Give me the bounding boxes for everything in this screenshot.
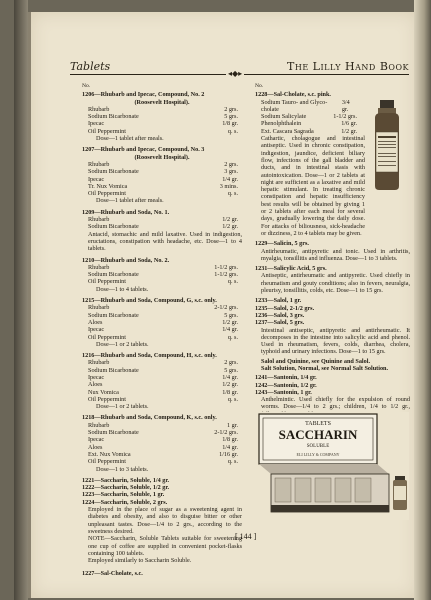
- ingredient-row: [82, 183, 242, 190]
- ingredient-amount: 1/2 gr.: [222, 223, 238, 231]
- ingredient-name: Sodium Bicarbonate: [88, 223, 139, 231]
- header-ornament: ◂◆▸: [228, 69, 243, 78]
- ingredient-name: Nux Vomica: [88, 388, 119, 396]
- ingredient-row: [82, 176, 242, 183]
- formula-dose: Dose—1 to 4 tablets.: [96, 285, 149, 293]
- salol-item: 1235—Salol, 2-1/2 grs.: [255, 304, 315, 312]
- ingredient-amount: 5 grs.: [224, 311, 238, 319]
- formula-entry: [82, 209, 242, 253]
- ingredient-name: Oil Peppermint: [88, 395, 126, 403]
- salol-item: 1233—Salol, 1 gr.: [255, 297, 302, 305]
- saccharin-note: Employed in the place of sugar as a sweetening agent in diabetes and obesity, and also to disguise bitter or other unpleasant tastes. Dose—1/4 to 2 grs., according to the sweetness desired.: [88, 506, 242, 535]
- formula-dose: Dose—1 tablet after meals.: [96, 135, 164, 143]
- box-label-saccharin: SACCHARIN: [278, 427, 358, 442]
- ingredient-amount: 1-1/2 grs.: [333, 113, 357, 121]
- ingredient-row: [82, 216, 242, 223]
- ingredient-row: [82, 367, 242, 374]
- ingredient-amount: 1/8 gr.: [222, 120, 238, 128]
- ingredient-name: Ipecac: [88, 326, 105, 334]
- sal-cholate-ingredients: [255, 99, 361, 135]
- ingredient-row: [255, 99, 361, 114]
- ingredient-name: Rhubarb: [88, 359, 110, 367]
- ingredient-row: [82, 190, 242, 197]
- page-number: [ 144 ]: [235, 532, 257, 541]
- running-header-left: Tablets: [70, 60, 111, 73]
- formula-entry: [82, 257, 242, 293]
- box-label-soluble: SOLUBLE: [306, 444, 330, 449]
- formula-title: 1210—Rhubarb and Soda, No. 2.: [82, 256, 170, 264]
- ingredient-amount: 1 gr.: [227, 421, 238, 429]
- ingredient-name: Sodium Tauro- and Glyco-cholate: [261, 98, 328, 113]
- ingredient-name: Ipecac: [88, 436, 105, 444]
- sal-cholate-note: Cathartic, cholagogue and intestinal antiseptic. Used in chronic constipation, indigestion, jaundice, deficient biliary flow, infections of the gall bladder and ducts, and in intestinal stasis with autointoxication. Dose—1 or 2 tablets at night are sufficient as a laxative and mild hepatic stimulant. In treating chronic constipation and hepatic insufficiency best results will be obtained by giving 1 or 2 tablets after each meal for several days, gradually lowering the daily dose. For attacks of biliousness, sick-headache or dizziness, 2 to 4 tablets may be given.: [261, 135, 365, 237]
- ingredient-row: [82, 113, 242, 120]
- formula-title: 1215—Rhubarb and Soda, Compound, G, s.c. only.: [82, 297, 217, 305]
- ingredient-row: [82, 422, 242, 429]
- ingredient-name: Oil Peppermint: [88, 278, 126, 286]
- ingredient-amount: q. s.: [227, 190, 238, 198]
- formula-title: 1206—Rhubarb and Ipecac, Compound, No. 2: [82, 91, 205, 99]
- ingredient-amount: q. s.: [227, 333, 238, 341]
- salt-solution-ref: Salt Solution, Normal, see Normal Salt Solution.: [261, 364, 389, 372]
- formula-entry: [82, 352, 242, 410]
- ingredient-name: Sodium Bicarbonate: [88, 271, 139, 279]
- formula-subtitle: (Roosevelt Hospital).: [134, 98, 190, 106]
- salicin-note: Antirheumatic, antipyretic and tonic. Used in arthritis, myalgia, tonsillitis and influenza. Dose—1 to 3 tablets.: [261, 247, 410, 262]
- ingredient-name: Sodium Salicylate: [261, 113, 307, 121]
- ingredient-amount: 2 grs.: [224, 359, 238, 367]
- santonin-note: Anthelmintic. Used chiefly for the expulsion of round worms. Dose—1/4 to 2 grs.; children, 1/4 to 1/2 gr.,: [261, 396, 410, 411]
- saccharin-item: 1224—Saccharin, Soluble, 2 grs.: [82, 498, 168, 506]
- salol-item: 1236—Salol, 3 grs.: [255, 311, 305, 319]
- santonin-item: 1243—Santonin, 1 gr.: [255, 388, 312, 396]
- ingredient-row: [82, 396, 242, 403]
- salol-quinine-ref: Salol and Quinine, see Quinine and Salol.: [261, 357, 371, 365]
- salicylic-note: Antiseptic, antirheumatic and antipyretic. Used chiefly in rheumatism and gouty conditions; also in fevers, neuralgia, pleurisy, tonsillitis, colds, etc. Dose—1 to 15 grs.: [261, 272, 410, 295]
- formula-dose: Dose—1 tablet after meals.: [96, 197, 164, 205]
- ingredient-row: [82, 359, 242, 366]
- ingredient-row: [82, 334, 242, 341]
- saccharin-note-2: NOTE—Saccharin, Soluble Tablets suitable for sweetening one cup of coffee are supplied in convenient pocket-flasks containing 100 tablets.: [88, 535, 242, 557]
- ingredient-amount: 2 grs.: [224, 160, 238, 168]
- formula-entry: [82, 297, 242, 348]
- ingredient-amount: 1/4 gr.: [222, 373, 238, 381]
- ingredient-amount: q. s.: [227, 278, 238, 286]
- sal-cholate-title: 1228—Sal-Cholate, s.c. pink.: [255, 91, 331, 99]
- ingredient-name: Ipecac: [88, 373, 105, 381]
- ingredient-name: Aloes: [88, 381, 103, 389]
- salicylic-title: 1231—Salicylic Acid, 5 grs.: [255, 265, 327, 273]
- column-no-label: No.: [82, 83, 91, 89]
- ingredient-row: [255, 128, 361, 135]
- salol-item: 1237—Salol, 5 grs.: [255, 319, 305, 327]
- ingredient-name: Oil Peppermint: [88, 458, 126, 466]
- ingredient-name: Rhubarb: [88, 421, 110, 429]
- ingredient-amount: 3 mins.: [219, 182, 238, 190]
- ingredient-name: Tr. Nux Vomica: [88, 182, 128, 190]
- ingredient-amount: q. s.: [227, 458, 238, 466]
- page-edge: [414, 0, 431, 600]
- ingredient-amount: 5 grs.: [224, 366, 238, 374]
- ingredient-row: [82, 374, 242, 381]
- ingredient-amount: 5 grs.: [224, 113, 238, 121]
- ingredient-amount: 1-1/2 grs.: [214, 263, 238, 271]
- saccharin-item: 1223—Saccharin, Soluble, 1 gr.: [82, 491, 165, 499]
- ingredient-name: Sodium Bicarbonate: [88, 311, 139, 319]
- ingredient-name: Ipecac: [88, 175, 105, 183]
- ingredient-row: [82, 128, 242, 135]
- ingredient-name: Ipecac: [88, 120, 105, 128]
- ingredient-amount: 1/6 gr.: [341, 120, 357, 128]
- ingredient-row: [82, 429, 242, 436]
- ingredient-amount: 2-1/2 grs.: [214, 429, 238, 437]
- ingredient-amount: 2 grs.: [224, 105, 238, 113]
- ingredient-amount: 1/2 gr.: [222, 216, 238, 224]
- book-binding: [14, 0, 28, 600]
- ingredient-name: Oil Peppermint: [88, 190, 126, 198]
- ingredient-name: Sodium Bicarbonate: [88, 113, 139, 121]
- ingredient-name: Sodium Bicarbonate: [88, 429, 139, 437]
- ingredient-row: [82, 271, 242, 278]
- ingredient-row: [82, 451, 242, 458]
- ingredient-amount: 1/8 gr.: [222, 388, 238, 396]
- ingredient-amount: 1/4 gr.: [222, 443, 238, 451]
- formula-title: 1216—Rhubarb and Soda, Compound, H, s.c. only.: [82, 352, 217, 360]
- ingredient-row: [82, 389, 242, 396]
- box-label-tablets: TABLETS: [305, 421, 331, 427]
- ingredient-name: Sodium Bicarbonate: [88, 168, 139, 176]
- ingredient-amount: q. s.: [227, 395, 238, 403]
- ingredient-name: Rhubarb: [88, 216, 110, 224]
- ingredient-row: [255, 113, 361, 120]
- saccharin-item: 1222—Saccharin, Soluble, 1/2 gr.: [82, 484, 170, 492]
- ingredient-name: Ext. Nux Vomica: [88, 450, 131, 458]
- ingredient-name: Rhubarb: [88, 105, 110, 113]
- ingredient-name: Rhubarb: [88, 160, 110, 168]
- formula-note: Antacid, stomachic and mild laxative. Used in indigestion, eructations, constipation with headache, etc. Dose—1 to 4 tablets.: [88, 230, 242, 253]
- saccharin-box-image: [257, 412, 409, 520]
- formula-entry: [82, 146, 242, 204]
- ingredient-amount: q. s.: [227, 127, 238, 135]
- ingredient-row: [82, 168, 242, 175]
- ingredient-name: Ext. Cascara Sagrada: [261, 127, 314, 135]
- ingredient-row: [255, 120, 361, 127]
- ingredient-name: Rhubarb: [88, 263, 110, 271]
- formula-title: 1218—Rhubarb and Soda, Compound, K, s.c. only.: [82, 414, 217, 422]
- santonin-item: 1241—Santonin, 1/4 gr.: [255, 374, 317, 382]
- ingredient-name: Sodium Bicarbonate: [88, 366, 139, 374]
- santonin-item: 1242—Santonin, 1/2 gr.: [255, 381, 317, 389]
- ingredient-row: [82, 304, 242, 311]
- ingredient-name: Oil Peppermint: [88, 127, 126, 135]
- ingredient-name: Aloes: [88, 443, 103, 451]
- ingredient-row: [82, 458, 242, 465]
- ingredient-amount: 1/4 gr.: [222, 326, 238, 334]
- formula-dose: Dose—1 to 3 tablets.: [96, 465, 149, 473]
- ingredient-row: [82, 161, 242, 168]
- ingredient-row: [82, 278, 242, 285]
- formula-entry: [82, 91, 242, 142]
- ingredient-amount: 2-1/2 grs.: [214, 304, 238, 312]
- ingredient-amount: 1/2 gr.: [341, 127, 357, 135]
- saccharin-item: 1221—Saccharin, Soluble, 1/4 gr.: [82, 476, 170, 484]
- ingredient-row: [82, 436, 242, 443]
- ingredient-amount: 1/8 gr.: [222, 436, 238, 444]
- ingredient-name: Rhubarb: [88, 304, 110, 312]
- formula-title: 1209—Rhubarb and Soda, No. 1.: [82, 208, 170, 216]
- saccharin-note-3: Employed similarly to Saccharin Soluble.: [88, 557, 192, 565]
- ingredient-amount: 1/4 gr.: [222, 175, 238, 183]
- ingredient-row: [82, 120, 242, 127]
- ingredient-row: [82, 312, 242, 319]
- ingredient-name: Oil Peppermint: [88, 333, 126, 341]
- ingredient-row: [82, 326, 242, 333]
- ingredient-row: [82, 223, 242, 230]
- running-header-right: The Lilly Hand Book: [287, 60, 409, 73]
- ingredient-amount: 3 grs.: [224, 168, 238, 176]
- formula-dose: Dose—1 or 2 tablets.: [96, 403, 149, 411]
- formula-subtitle: (Roosevelt Hospital).: [134, 153, 190, 161]
- ingredient-amount: 1/16 gr.: [219, 450, 238, 458]
- sal-cholate-bottle-image: [367, 98, 407, 194]
- ingredient-row: [82, 381, 242, 388]
- ingredient-amount: 1-1/2 grs.: [214, 271, 238, 279]
- ingredient-row: [82, 106, 242, 113]
- column-no-label: No.: [255, 83, 264, 89]
- ingredient-name: Phenolphthalein: [261, 120, 302, 128]
- ingredient-amount: 3/4 gr.: [341, 98, 350, 113]
- ingredient-row: [82, 319, 242, 326]
- ingredient-amount: 1/2 gr.: [222, 318, 238, 326]
- formula-dose: Dose—1 or 2 tablets.: [96, 340, 149, 348]
- ingredient-name: Aloes: [88, 318, 103, 326]
- left-column: [82, 83, 242, 578]
- ingredient-row: [82, 264, 242, 271]
- formula-title: 1207—Rhubarb and Ipecac, Compound, No. 3: [82, 146, 205, 154]
- formula-entry: [82, 414, 242, 472]
- sal-cholate-entry: 1227—Sal-Cholate, s.c.: [82, 570, 143, 578]
- box-label-maker: ELI LILLY & COMPANY: [296, 452, 340, 457]
- ingredient-row: [82, 444, 242, 451]
- ingredient-amount: 1/2 gr.: [222, 381, 238, 389]
- salicin-title: 1229—Salicin, 5 grs.: [255, 240, 309, 248]
- salol-note: Intestinal antiseptic, antipyretic and antirheumatic. It decomposes in the intestine into salicylic acid and phenol. Used in rheumatism, fevers, colds, diarrhea, cholera, typhoid and urinary infections. Dose—1 to 15 grs.: [261, 326, 410, 356]
